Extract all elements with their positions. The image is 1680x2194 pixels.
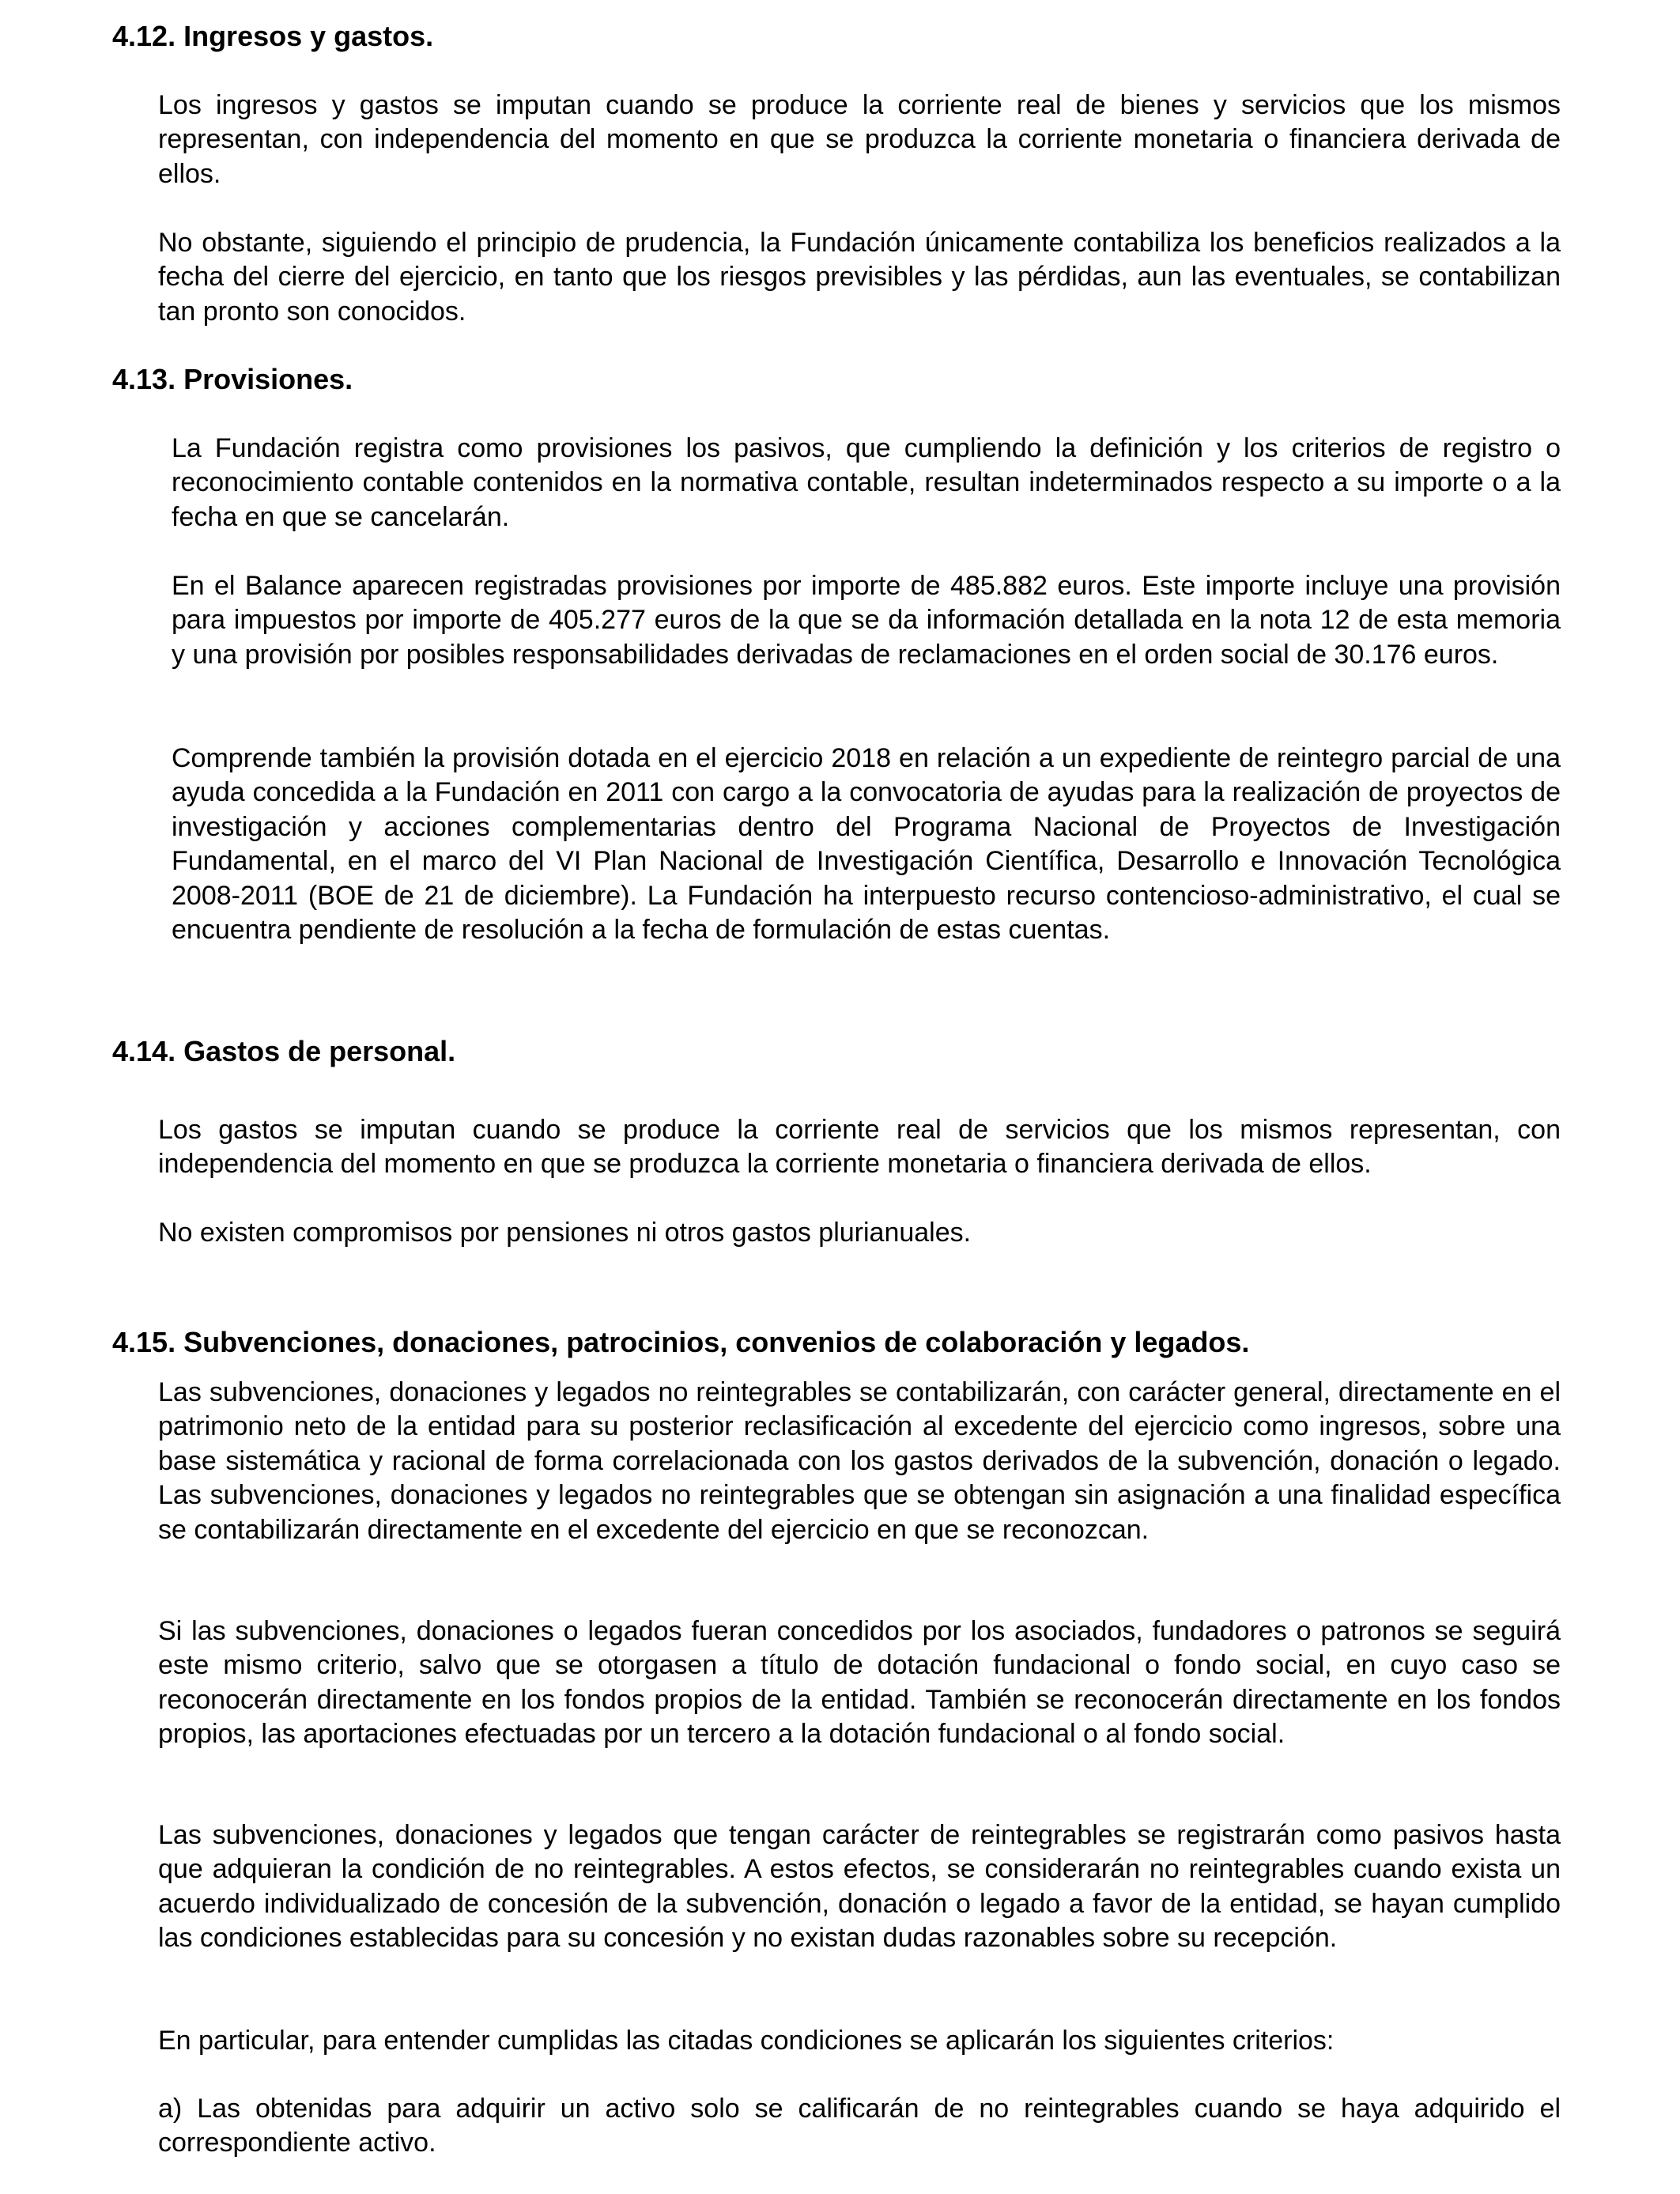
paragraph-4-13-3: Comprende también la provisión dotada en el ejercicio 2018 en relación a un expediente de reintegro parcial de una ayuda concedida a la Fundación en 2011 con cargo a la convocatoria de ayudas para la realización de proyectos de investigación y acciones complementarias dentro del Programa Nacional de Proyectos de Investigación Fundamental, en el marco del VI Plan Nacional de Investigación Científica, Desarrollo e Innovación Tecnológica 2008-2011 (BOE de 21 de diciembre). La Fundación ha interpuesto recurso contencioso-administrativo, el cual se encuentra pendiente de resolución a la fecha de formulación de estas cuentas. [172, 743, 1561, 946]
paragraph-4-15-1: Las subvenciones, donaciones y legados no reintegrables se contabilizarán, con carácter general, directamente en el patrimonio neto de la entidad para su posterior reclasificación al excedente del ejercicio como ingresos, sobre una base sistemática y racional de forma correlacionada con los gastos derivados de la subvención, donación o legado. Las subvenciones, donaciones y legados no reintegrables que se obtengan sin asignación a una finalidad específica se contabilizarán directamente en el excedente del ejercicio en que se reconozcan. [158, 1377, 1561, 1545]
paragraph-4-15-2: Si las subvenciones, donaciones o legados fueran concedidos por los asociados, fundadores o patronos se seguirá este mismo criterio, salvo que se otorgasen a título de dotación fundacional o fondo social, en cuyo caso se reconocerán directamente en los fondos propios de la entidad. También se reconocerán directamente en los fondos propios, las aportaciones efectuadas por un tercero a la dotación fundacional o al fondo social. [158, 1616, 1561, 1750]
heading-4-14: 4.14. Gastos de personal. [112, 1035, 456, 1067]
paragraph-4-14-2: No existen compromisos por pensiones ni otros gastos plurianuales. [158, 1218, 972, 1248]
paragraph-4-13-2: En el Balance aparecen registradas provisiones por importe de 485.882 euros. Este importe incluye una provisión para impuestos por importe de 405.277 euros de la que se da información detallada en la nota 12 de esta memoria y una provisión por posibles responsabilidades derivadas de reclamaciones en el orden social de 30.176 euros. [172, 571, 1561, 670]
paragraph-4-15-4: En particular, para entender cumplidas las citadas condiciones se aplicarán los siguientes criterios: [158, 2026, 1335, 2056]
paragraph-4-12-1: Los ingresos y gastos se imputan cuando se produce la corriente real de bienes y servicios que los mismos representan, con independencia del momento en que se produzca la corriente monetaria o financiera derivada de ellos. [158, 90, 1561, 189]
paragraph-4-15-3: Las subvenciones, donaciones y legados que tengan carácter de reintegrables se registrarán como pasivos hasta que adquieran la condición de no reintegrables. A estos efectos, se considerarán no reintegrables cuando exista un acuerdo individualizado de concesión de la subvención, donación o legado a favor de la entidad, se hayan cumplido las condiciones establecidas para su concesión y no existan dudas razonables sobre su recepción. [158, 1820, 1561, 1954]
heading-4-13: 4.13. Provisiones. [112, 363, 353, 395]
heading-4-12: 4.12. Ingresos y gastos. [112, 20, 434, 52]
paragraph-4-15-5: a) Las obtenidas para adquirir un activo solo se calificarán de no reintegrables cuando se haya adquirido el correspondiente activo. [158, 2094, 1561, 2158]
paragraph-4-13-1: La Fundación registra como provisiones los pasivos, que cumpliendo la definición y los criterios de registro o reconocimiento contable contenidos en la normativa contable, resultan indeterminados respecto a su importe o a la fecha en que se cancelarán. [172, 433, 1561, 532]
paragraph-4-14-1: Los gastos se imputan cuando se produce la corriente real de servicios que los mismos representan, con independencia del momento en que se produzca la corriente monetaria o financiera derivada de ellos. [158, 1115, 1561, 1180]
heading-4-15: 4.15. Subvenciones, donaciones, patrocinios, convenios de colaboración y legados. [112, 1326, 1250, 1358]
paragraph-4-12-2: No obstante, siguiendo el principio de prudencia, la Fundación únicamente contabiliza los beneficios realizados a la fecha del cierre del ejercicio, en tanto que los riesgos previsibles y las pérdidas, aun las eventuales, se contabilizan tan pronto son conocidos. [158, 228, 1561, 327]
